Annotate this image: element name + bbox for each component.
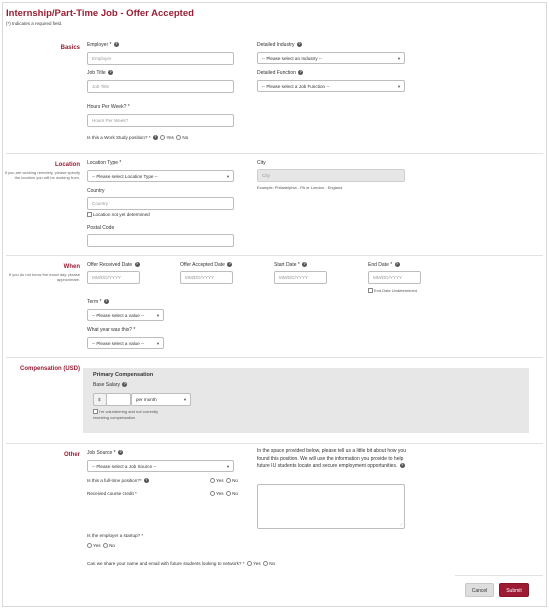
workstudy-question: Is this a Work Study position? * ? Yes No bbox=[87, 135, 189, 140]
function-select[interactable]: -- Please select a Job Function -- ▼ bbox=[257, 80, 405, 92]
section-title-when: When bbox=[63, 264, 80, 270]
jobtitle-label: Job Title ? bbox=[87, 70, 112, 76]
chevron-down-icon: ▼ bbox=[156, 313, 160, 318]
chevron-down-icon: ▼ bbox=[183, 397, 187, 402]
end-date-input[interactable]: MM/DD/YYYY bbox=[368, 271, 421, 284]
function-label: Detailed Function ? bbox=[257, 70, 302, 76]
page-title: Internship/Part-Time Job - Offer Accepted bbox=[6, 8, 194, 19]
city-example: Example: Philadelphia - PA or London - England bbox=[257, 185, 343, 190]
employer-input[interactable]: Employer bbox=[87, 52, 234, 65]
location-undetermined[interactable]: Location not yet determined bbox=[87, 212, 150, 217]
help-icon[interactable]: ? bbox=[396, 262, 399, 267]
fulltime-no-radio[interactable] bbox=[226, 478, 231, 483]
help-icon[interactable]: ? bbox=[145, 478, 148, 483]
chevron-down-icon: ▼ bbox=[156, 341, 160, 346]
credit-yes-radio[interactable] bbox=[210, 491, 215, 496]
country-input[interactable]: Country bbox=[87, 197, 234, 210]
share-yes-radio[interactable] bbox=[247, 561, 252, 566]
help-icon[interactable]: ? bbox=[228, 262, 231, 267]
city-label: City bbox=[257, 160, 266, 166]
help-icon[interactable]: ? bbox=[136, 262, 139, 267]
city-input[interactable]: City bbox=[257, 169, 405, 182]
section-title-location: Location bbox=[55, 162, 80, 168]
section-title-other: Other bbox=[63, 452, 80, 458]
location-undetermined-checkbox[interactable] bbox=[87, 212, 92, 217]
received-date-input[interactable]: MM/DD/YYYY bbox=[87, 271, 140, 284]
hours-input[interactable]: Hours Per Week? bbox=[87, 114, 234, 127]
startup-options: Yes No bbox=[87, 543, 115, 548]
when-help-text: If you do not know the exact day, please approximate. bbox=[8, 272, 80, 282]
help-icon[interactable]: ? bbox=[109, 70, 112, 75]
fulltime-yes-radio[interactable] bbox=[210, 478, 215, 483]
help-icon[interactable]: ? bbox=[299, 70, 302, 75]
how-found-textarea[interactable] bbox=[257, 484, 405, 529]
industry-label: Detailed Industry ? bbox=[257, 42, 301, 48]
end-date-label: End Date * ? bbox=[368, 262, 399, 268]
help-icon[interactable]: ? bbox=[115, 42, 118, 47]
startup-label: Is the employer a startup? * bbox=[87, 533, 144, 538]
required-note: (*) Indicates a required field. bbox=[6, 21, 63, 26]
chevron-down-icon: ▼ bbox=[397, 84, 401, 89]
end-date-undetermined-checkbox[interactable] bbox=[368, 288, 373, 293]
divider bbox=[6, 153, 543, 154]
volunteer-note[interactable]: I'm volunteering and not currently receiving compensation bbox=[93, 409, 159, 420]
start-date-input[interactable]: MM/DD/YYYY bbox=[274, 271, 327, 284]
divider bbox=[455, 575, 543, 576]
end-date-undetermined[interactable]: End Date Undetermined bbox=[368, 288, 417, 293]
help-icon[interactable]: ? bbox=[123, 382, 126, 387]
term-select[interactable]: -- Please select a value -- ▼ bbox=[87, 309, 164, 321]
share-no-radio[interactable] bbox=[263, 561, 268, 566]
chevron-down-icon: ▼ bbox=[226, 174, 230, 179]
jobtitle-input[interactable]: Job Title bbox=[87, 80, 234, 93]
section-title-compensation: Compensation (USD) bbox=[20, 366, 80, 372]
location-type-label: Location Type * bbox=[87, 160, 122, 166]
workstudy-yes-radio[interactable] bbox=[160, 135, 165, 140]
startup-no-radio[interactable] bbox=[103, 543, 108, 548]
country-label: Country bbox=[87, 188, 105, 194]
employer-label: Employer * ? bbox=[87, 42, 118, 48]
term-label: Term * ? bbox=[87, 299, 108, 305]
divider bbox=[6, 255, 543, 256]
submit-button[interactable]: Submit bbox=[499, 583, 529, 597]
share-question: Can we share your name and email with future students looking to network? * Yes No bbox=[87, 561, 276, 566]
section-title-basics: Basics bbox=[60, 45, 80, 51]
job-source-label: Job Source * ? bbox=[87, 450, 122, 456]
resize-handle-icon[interactable]: ⟋ bbox=[400, 522, 403, 527]
divider bbox=[6, 357, 543, 358]
credit-label: Received course credit * bbox=[87, 491, 137, 496]
year-label: What year was this? * bbox=[87, 327, 136, 333]
help-icon[interactable]: ? bbox=[105, 299, 108, 304]
fulltime-options: Yes No bbox=[210, 478, 238, 483]
cancel-button[interactable]: Cancel bbox=[465, 583, 494, 597]
postal-input[interactable] bbox=[87, 234, 234, 247]
help-icon[interactable]: ? bbox=[303, 262, 306, 267]
start-date-label: Start Date * ? bbox=[274, 262, 306, 268]
year-select[interactable]: -- Please select a value -- ▼ bbox=[87, 337, 164, 349]
hours-label: Hours Per Week? * bbox=[87, 104, 130, 110]
credit-options: Yes No bbox=[210, 491, 238, 496]
divider bbox=[6, 443, 543, 444]
base-salary-input[interactable] bbox=[106, 393, 131, 406]
help-icon[interactable]: ? bbox=[401, 463, 404, 468]
currency-addon: $ bbox=[93, 393, 107, 406]
received-date-label: Offer Received Date ? bbox=[87, 262, 139, 268]
help-icon[interactable]: ? bbox=[119, 450, 122, 455]
base-salary-label: Base Salary ? bbox=[93, 382, 126, 388]
postal-label: Postal Code bbox=[87, 225, 115, 231]
credit-no-radio[interactable] bbox=[226, 491, 231, 496]
industry-select[interactable]: -- Please select an Industry -- ▼ bbox=[257, 52, 405, 64]
job-source-select[interactable]: -- Please select a Job Source -- ▼ bbox=[87, 460, 234, 472]
location-help-text: If you are working remotely, please specify the location you will be working from. bbox=[4, 170, 80, 180]
help-icon[interactable]: ? bbox=[154, 135, 157, 140]
startup-yes-radio[interactable] bbox=[87, 543, 92, 548]
help-icon[interactable]: ? bbox=[298, 42, 301, 47]
info-text: In the space provided below, please tell us a little bit about how you found this position. We will use the information you provide to help future IU students locate and secure employment opportunities. ? bbox=[257, 448, 406, 469]
fulltime-label: Is this a full-time position?* ? bbox=[87, 478, 148, 483]
chevron-down-icon: ▼ bbox=[397, 56, 401, 61]
primary-compensation-title: Primary Compensation bbox=[93, 372, 154, 378]
accepted-date-label: Offer Accepted Date ? bbox=[180, 262, 231, 268]
location-type-select[interactable]: -- Please select Location Type -- ▼ bbox=[87, 170, 234, 182]
workstudy-no-radio[interactable] bbox=[176, 135, 181, 140]
chevron-down-icon: ▼ bbox=[226, 464, 230, 469]
accepted-date-input[interactable]: MM/DD/YYYY bbox=[180, 271, 233, 284]
pay-period-select[interactable]: per month ▼ bbox=[131, 393, 191, 406]
